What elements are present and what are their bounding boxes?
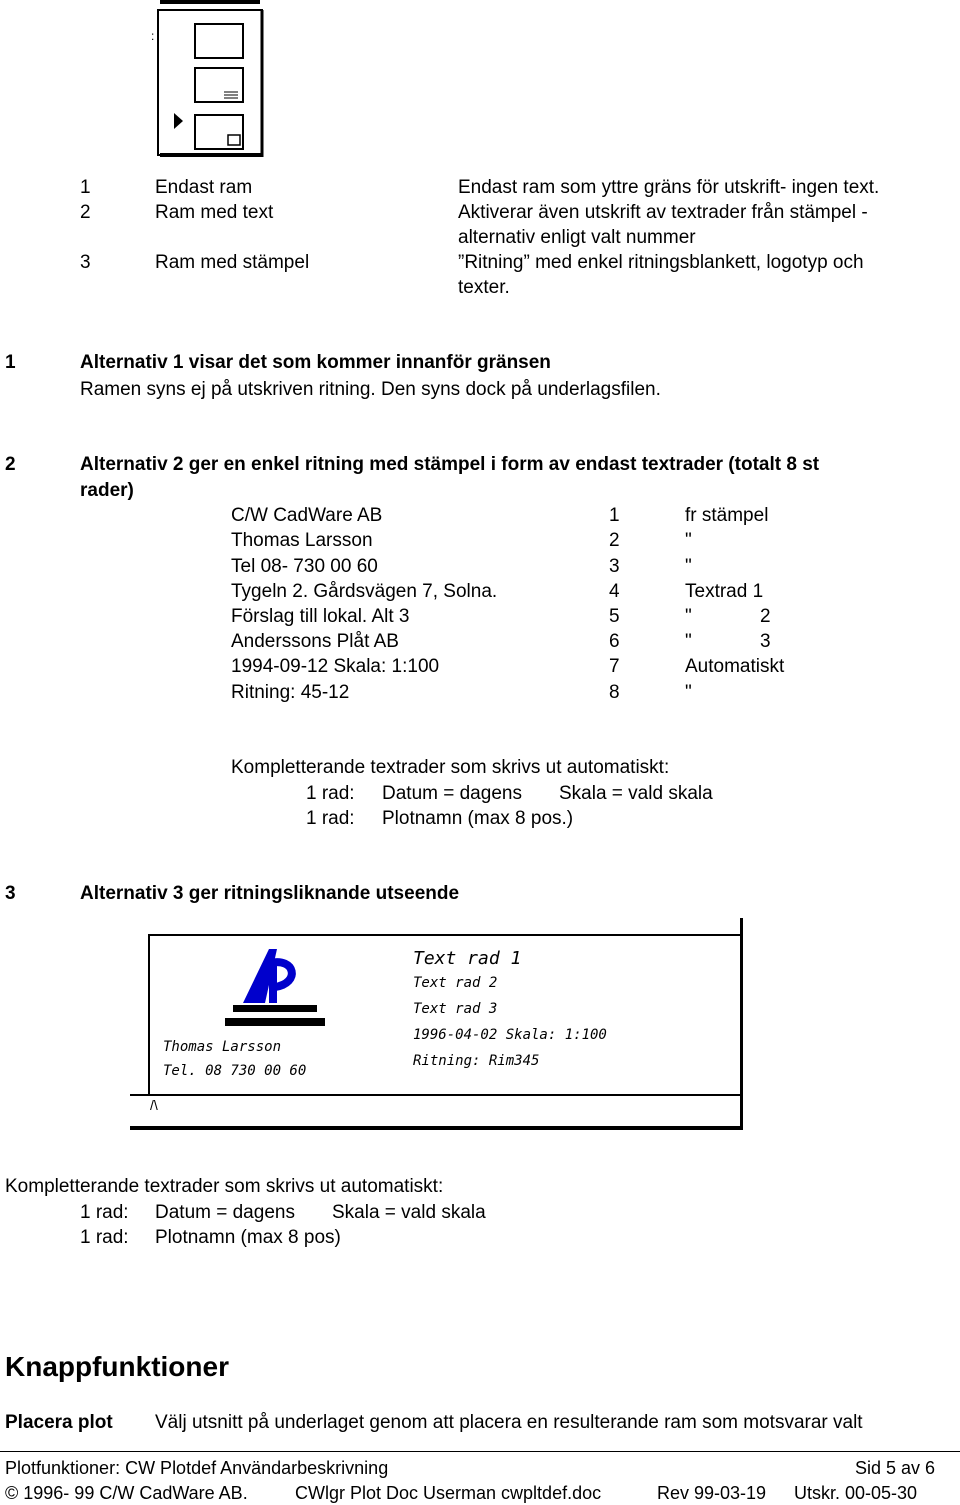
stamp-row xyxy=(0,683,960,708)
komp2-title: Kompletterande textrader som skrivs ut automatiskt: xyxy=(5,1176,444,1197)
alt1-number: 1 xyxy=(5,352,16,373)
stamp-right-line-2: Text rad 2 xyxy=(413,975,498,991)
komp-a: Datum = dagens xyxy=(382,783,522,804)
row-number: 4 xyxy=(609,581,620,602)
row-text: Förslag till lokal. Alt 3 xyxy=(231,606,410,627)
section-heading: Knappfunktioner xyxy=(5,1351,229,1382)
row-text: 1994-09-12 Skala: 1:100 xyxy=(231,656,440,677)
komp2-b: Skala = vald skala xyxy=(332,1202,486,1223)
option-name: Ram med text xyxy=(155,202,274,223)
row-note: " xyxy=(685,606,692,627)
komp-a: Plotnamn (max 8 pos.) xyxy=(382,808,574,829)
placera-text: Välj utsnitt på underlaget genom att placera en resulterande ram som motsvarar valt xyxy=(155,1412,863,1433)
row-extra: 2 xyxy=(760,606,771,627)
alt3-title: Alternativ 3 ger ritningsliknande utseende xyxy=(80,883,460,904)
stamp-row xyxy=(0,607,960,632)
svg-text::: : xyxy=(151,29,155,43)
option-desc-cont: texter. xyxy=(458,277,510,298)
stamp-drawing xyxy=(130,918,750,1133)
option-name: Ram med stämpel xyxy=(155,252,310,273)
stamp-row xyxy=(0,506,960,531)
option-desc: Aktiverar även utskrift av textrader från stämpel - xyxy=(458,202,868,223)
komp2-label: 1 rad: xyxy=(80,1202,129,1223)
option-desc: Endast ram som yttre gräns för utskrift- ingen text. xyxy=(458,177,880,198)
option-desc-cont: alternativ enligt valt nummer xyxy=(458,227,696,248)
row-number: 2 xyxy=(609,530,620,551)
stamp-right-line-5: Ritning: Rim345 xyxy=(413,1053,540,1069)
option-number: 3 xyxy=(80,252,91,273)
option-name: Endast ram xyxy=(155,177,253,198)
stamp-right-line-3: Text rad 3 xyxy=(413,1001,498,1017)
alt2-number: 2 xyxy=(5,454,16,475)
stamp-row xyxy=(0,582,960,607)
option-row-1 xyxy=(0,178,960,203)
stamp-row xyxy=(0,657,960,682)
alt1-title: Alternativ 1 visar det som kommer innanför gränsen xyxy=(80,352,551,373)
row-number: 6 xyxy=(609,631,620,652)
row-text: Tygeln 2. Gårdsvägen 7, Solna. xyxy=(231,581,498,602)
arrow-marker-icon: /\ xyxy=(150,1097,158,1113)
stamp-left-line-2: Tel. 08 730 00 60 xyxy=(163,1063,307,1079)
alt3-number: 3 xyxy=(5,883,16,904)
stamp-row xyxy=(0,557,960,582)
stamp-right-line-4: 1996-04-02 Skala: 1:100 xyxy=(413,1027,607,1043)
row-text: Anderssons Plåt AB xyxy=(231,631,399,652)
row-note: fr stämpel xyxy=(685,505,769,526)
company-logo xyxy=(225,943,325,1033)
footer-doc: CWlgr Plot Doc Userman cwpltdef.doc xyxy=(295,1483,602,1503)
row-number: 1 xyxy=(609,505,620,526)
footer-divider xyxy=(0,1451,960,1452)
komp2-a: Plotnamn (max 8 pos) xyxy=(155,1227,341,1248)
placera-label: Placera plot xyxy=(5,1412,113,1433)
stamp-left-line-1: Thomas Larsson xyxy=(163,1039,282,1055)
footer-utskr: Utskr. 00-05-30 xyxy=(794,1483,918,1503)
footer-copyright: © 1996- 99 C/W CadWare AB. xyxy=(5,1483,248,1503)
row-note: Automatiskt xyxy=(685,656,785,677)
komp-label: 1 rad: xyxy=(306,808,355,829)
alt2-title: Alternativ 2 ger en enkel ritning med stämpel i form av endast textrader (totalt 8 st xyxy=(80,454,820,475)
alt2-title-cont: rader) xyxy=(80,480,134,501)
row-number: 8 xyxy=(609,682,620,703)
row-number: 5 xyxy=(609,606,620,627)
komp2-label: 1 rad: xyxy=(80,1227,129,1248)
footer-page: Sid 5 av 6 xyxy=(855,1458,936,1478)
row-text: Thomas Larsson xyxy=(231,530,373,551)
row-number: 7 xyxy=(609,656,620,677)
alt1-text: Ramen syns ej på utskriven ritning. Den syns dock på underlagsfilen. xyxy=(80,379,661,400)
option-row-3 xyxy=(0,253,960,278)
row-number: 3 xyxy=(609,556,620,577)
stamp-row xyxy=(0,632,960,657)
row-note: " xyxy=(685,556,692,577)
row-text: Tel 08- 730 00 60 xyxy=(231,556,378,577)
komp-title: Kompletterande textrader som skrivs ut automatiskt: xyxy=(231,757,670,778)
komp2-a: Datum = dagens xyxy=(155,1202,295,1223)
row-note: " xyxy=(685,631,692,652)
footer-left: Plotfunktioner: CW Plotdef Användarbeskrivning xyxy=(5,1458,389,1478)
frame-options-illustration xyxy=(150,0,265,160)
row-extra: 3 xyxy=(760,631,771,652)
footer-rev: Rev 99-03-19 xyxy=(657,1483,767,1503)
row-text: C/W CadWare AB xyxy=(231,505,383,526)
komp-label: 1 rad: xyxy=(306,783,355,804)
stamp-row xyxy=(0,531,960,556)
option-desc: ”Ritning” med enkel ritningsblankett, logotyp och xyxy=(458,252,864,273)
row-note: Textrad 1 xyxy=(685,581,764,602)
option-number: 1 xyxy=(80,177,91,198)
row-note: " xyxy=(685,530,692,551)
komp-b: Skala = vald skala xyxy=(559,783,713,804)
row-note: " xyxy=(685,682,692,703)
option-row-2 xyxy=(0,203,960,228)
stamp-right-line-1: Text rad 1 xyxy=(413,948,522,969)
option-number: 2 xyxy=(80,202,91,223)
row-text: Ritning: 45-12 xyxy=(231,682,350,703)
frame-options-panel xyxy=(150,0,265,160)
